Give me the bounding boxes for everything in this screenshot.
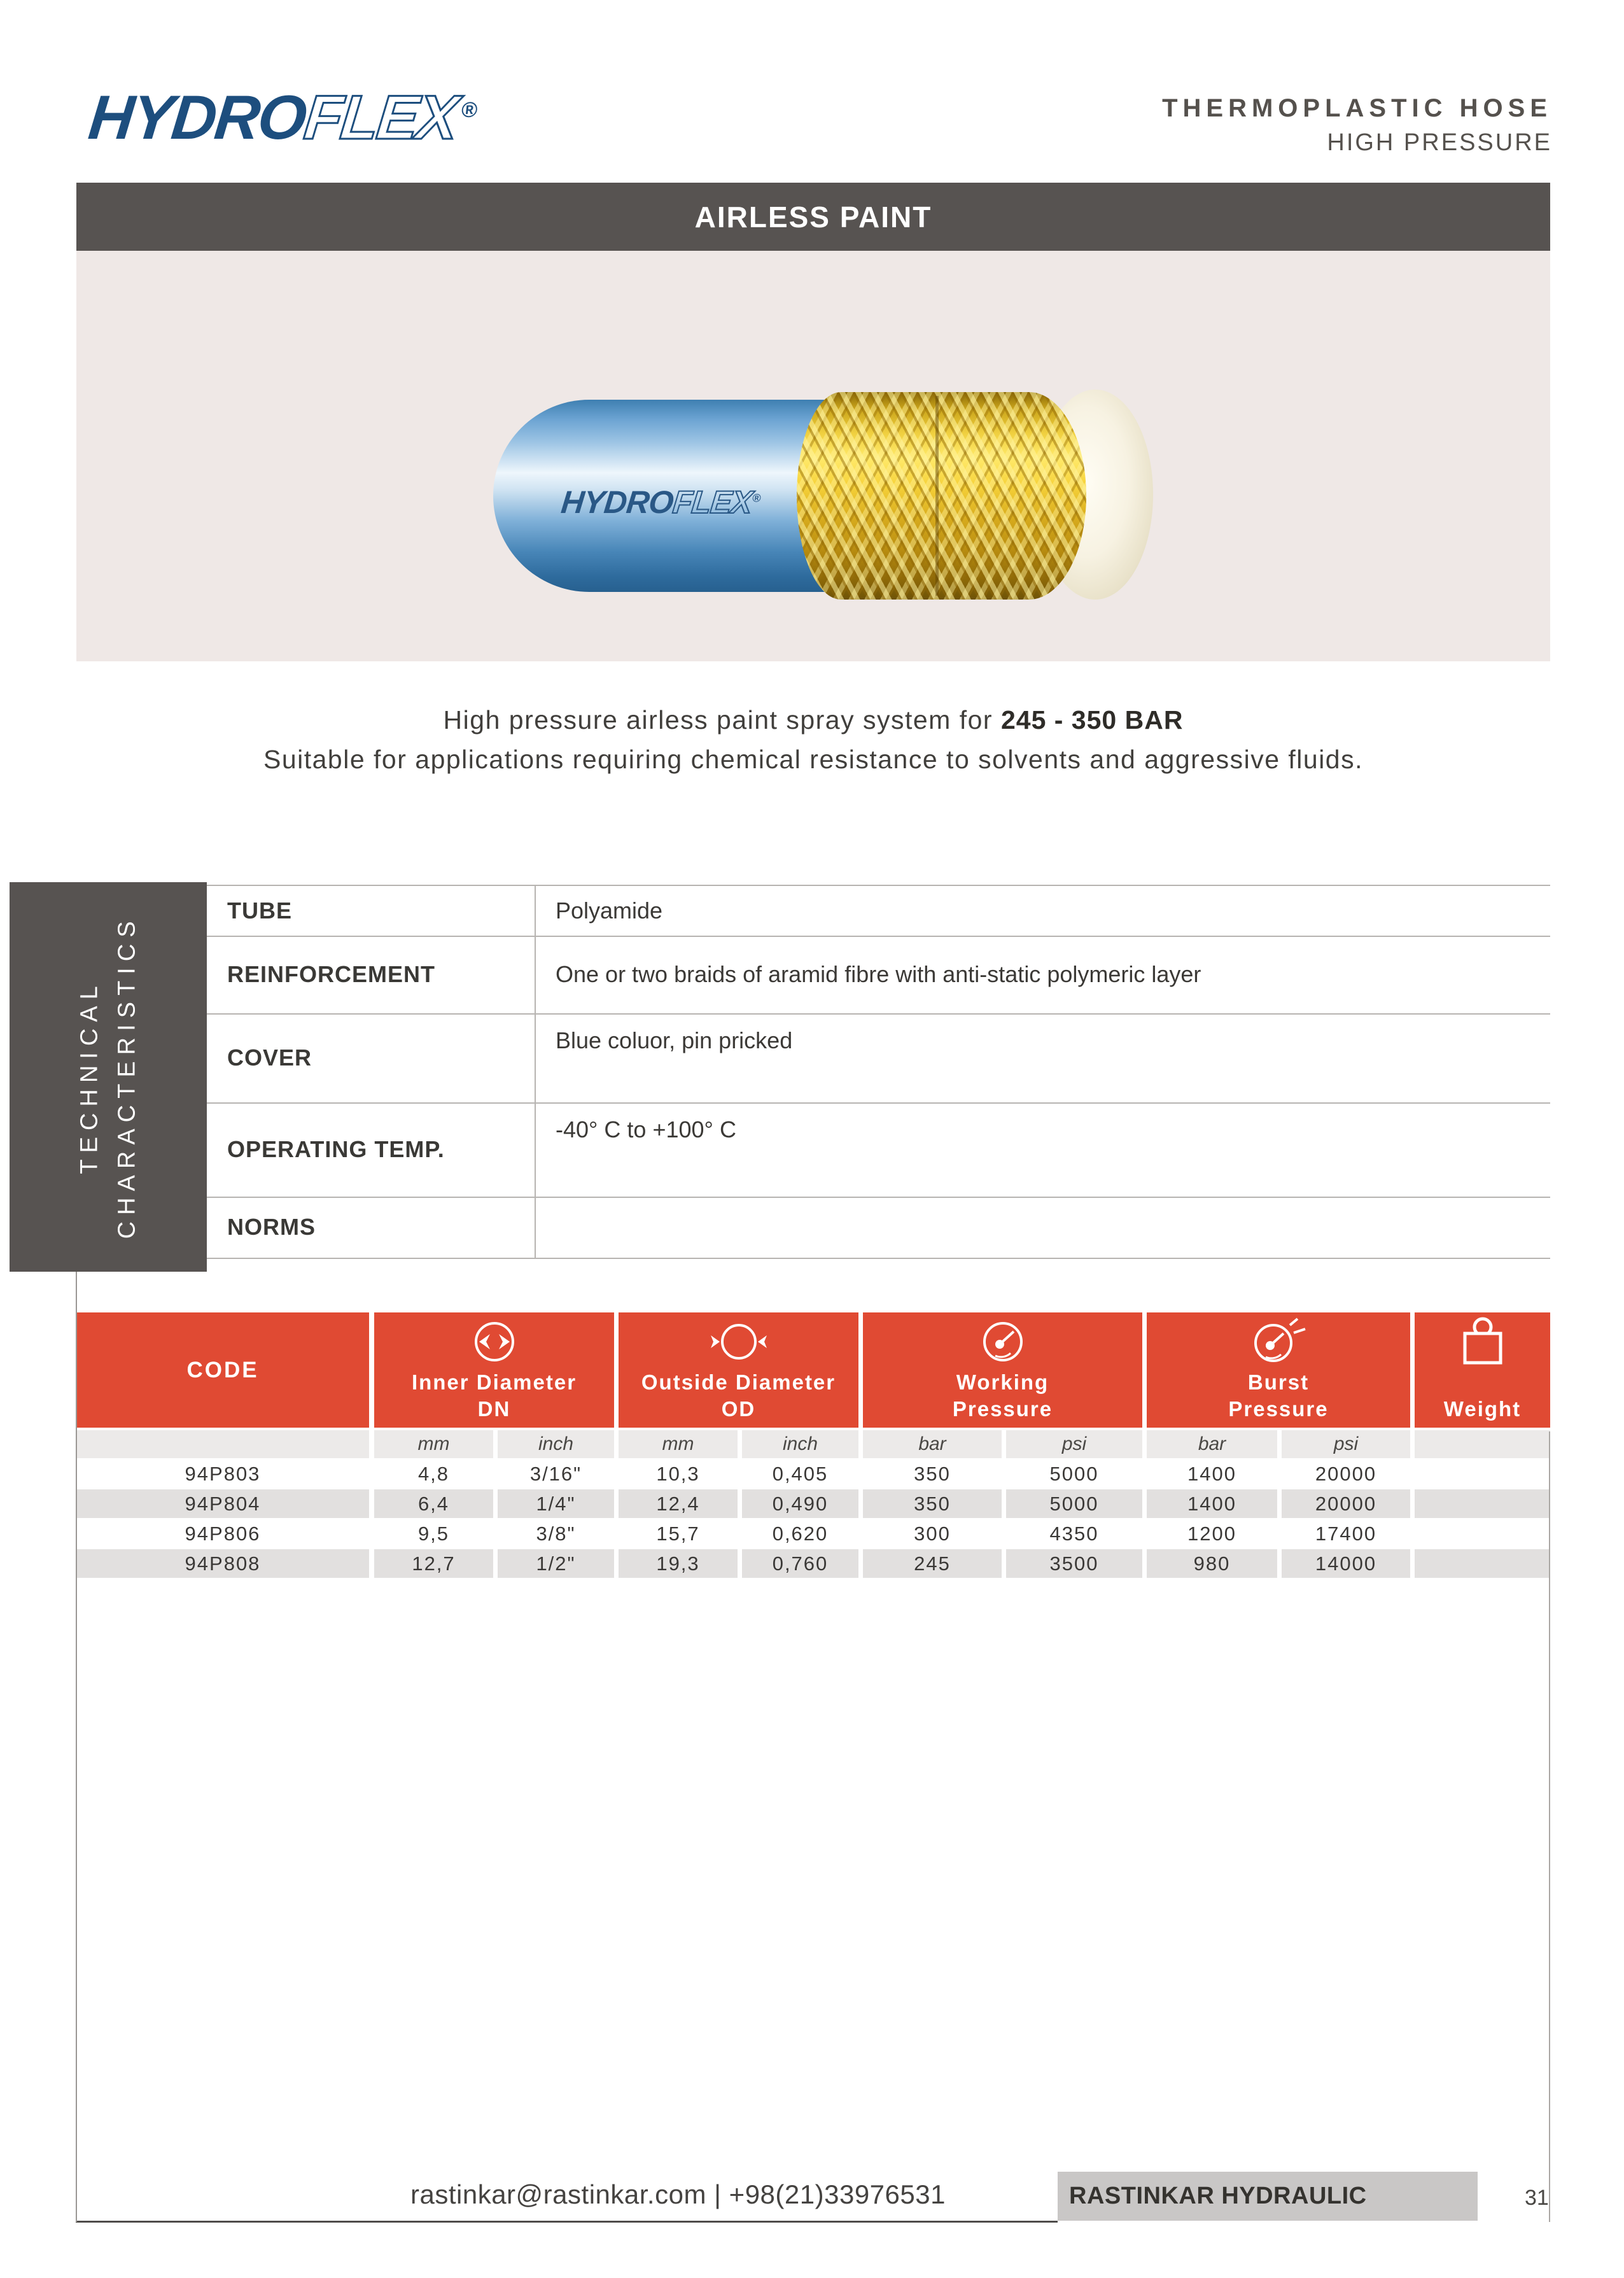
- subheader-bp-psi: psi: [1282, 1430, 1410, 1458]
- table-row: [207, 1197, 1550, 1258]
- subheader-dn-inch: inch: [498, 1430, 614, 1458]
- code-cell: 94P806: [185, 1522, 261, 1545]
- header-tagline: [1162, 94, 1552, 157]
- wp-psi-cell: 5000: [1049, 1463, 1099, 1485]
- left-margin-rule: [76, 1256, 77, 2222]
- weight-cell: [1415, 1459, 1550, 1488]
- table-row: [207, 886, 1550, 937]
- dn-inch-cell: 1/4": [498, 1489, 614, 1518]
- spec-header-code: CODE: [76, 1312, 369, 1428]
- outside-diameter-icon: [708, 1316, 769, 1367]
- hose-aramid-braid: [797, 392, 1086, 600]
- weight-cell: [1415, 1519, 1550, 1548]
- description-line1: High pressure airless paint spray system for 245 - 350 BAR: [443, 705, 1184, 735]
- dn-inch-cell: 1/2": [498, 1549, 614, 1578]
- working-pressure-gauge-icon: [976, 1316, 1030, 1367]
- od-mm-cell: 10,3: [656, 1463, 700, 1485]
- od-mm-cell: 15,7: [656, 1522, 700, 1545]
- od-inch-cell: 0,405: [772, 1463, 829, 1485]
- footer-company-box: [1058, 2172, 1478, 2221]
- wp-bar-cell: 350: [863, 1489, 1002, 1518]
- spec-header-burst-pressure: Burst Pressure: [1147, 1312, 1410, 1428]
- bp-psi-cell: 20000: [1282, 1489, 1410, 1518]
- subheader-wp-bar: bar: [863, 1430, 1002, 1458]
- tech-label-tube: TUBE: [227, 897, 292, 924]
- page-number: 31: [1525, 2186, 1549, 2210]
- table-row: [207, 1102, 1550, 1198]
- technical-table: [207, 885, 1550, 1259]
- code-cell: 94P803: [185, 1463, 261, 1485]
- subheader-bp-bar: bar: [1147, 1430, 1277, 1458]
- dn-mm-cell: 4,8: [417, 1463, 450, 1485]
- spec-header-inner-diameter: Inner Diameter DN: [374, 1312, 614, 1428]
- pressure-range: 245 - 350 BAR: [1000, 705, 1184, 735]
- wp-psi-cell: 4350: [1049, 1522, 1099, 1545]
- tagline-line1: THERMOPLASTIC HOSE: [1162, 94, 1552, 122]
- subheader-code-blank: [76, 1430, 369, 1458]
- tech-label-reinforcement: REINFORCEMENT: [227, 961, 435, 987]
- hose-braid-seam: [935, 396, 939, 596]
- dn-mm-cell: 6,4: [374, 1489, 493, 1518]
- brand-logo-flex: FLEX: [301, 82, 461, 152]
- weight-cell: [1415, 1549, 1550, 1578]
- od-mm-cell: 19,3: [619, 1549, 738, 1578]
- spec-header-outside-diameter: Outside Diameter OD: [619, 1312, 858, 1428]
- registered-mark: ®: [459, 98, 479, 123]
- spec-header-working-pressure: Working Pressure: [863, 1312, 1142, 1428]
- tech-value-cover: Blue coluor, pin pricked: [556, 1027, 793, 1053]
- wp-bar-cell: 350: [914, 1463, 951, 1485]
- bp-psi-cell: 20000: [1315, 1463, 1377, 1485]
- wp-bar-cell: 245: [863, 1549, 1002, 1578]
- footer-contact[interactable]: rastinkar@rastinkar.com | +98(21)33976531: [410, 2179, 946, 2209]
- dn-mm-cell: 9,5: [417, 1522, 450, 1545]
- footer-rule: [76, 2221, 1058, 2223]
- bp-psi-cell: 17400: [1315, 1522, 1377, 1545]
- od-inch-cell: 0,620: [772, 1522, 829, 1545]
- tech-label-operating-temp: OPERATING TEMP.: [227, 1136, 445, 1162]
- od-inch-cell: 0,760: [742, 1549, 858, 1578]
- code-cell: 94P808: [76, 1549, 369, 1578]
- right-margin-rule: [1549, 1431, 1550, 2222]
- tech-label-norms: NORMS: [227, 1214, 316, 1240]
- subheader-weight-blank: [1415, 1430, 1550, 1458]
- dn-mm-cell: 12,7: [374, 1549, 493, 1578]
- dn-inch-cell: 3/8": [536, 1522, 576, 1545]
- tagline-line2: HIGH PRESSURE: [1327, 129, 1552, 156]
- tech-table-divider: [535, 885, 536, 1258]
- bp-psi-cell: 14000: [1282, 1549, 1410, 1578]
- table-row: [207, 936, 1550, 1015]
- hose-printed-logo: HYDROFLEX®: [559, 484, 761, 520]
- bp-bar-cell: 1200: [1187, 1522, 1236, 1545]
- sidebar-vertical-label: TECHNICAL CHARACTERISTICS: [76, 915, 141, 1239]
- inner-diameter-icon: [468, 1316, 521, 1367]
- technical-characteristics-sidebar: [10, 882, 207, 1272]
- subheader-od-inch: inch: [742, 1430, 858, 1458]
- od-mm-cell: 12,4: [619, 1489, 738, 1518]
- description-line2: Suitable for applications requiring chemical resistance to solvents and aggressive fluids.: [263, 745, 1363, 774]
- bp-bar-cell: 1400: [1147, 1489, 1277, 1518]
- spec-header-weight: Weight: [1415, 1312, 1550, 1428]
- page-title: AIRLESS PAINT: [76, 183, 1550, 251]
- tech-value-reinforcement: One or two braids of aramid fibre with anti-static polymeric layer: [556, 961, 1201, 987]
- burst-pressure-gauge-icon: [1247, 1316, 1310, 1367]
- bp-bar-cell: 980: [1147, 1549, 1277, 1578]
- footer-company-name: RASTINKAR HYDRAULIC: [1069, 2183, 1367, 2209]
- bp-bar-cell: 1400: [1187, 1463, 1236, 1485]
- subheader-dn-mm: mm: [374, 1430, 493, 1458]
- weight-icon: [1456, 1316, 1509, 1367]
- wp-bar-cell: 300: [914, 1522, 951, 1545]
- tech-value-tube: Polyamide: [556, 897, 663, 924]
- wp-psi-cell: 3500: [1006, 1549, 1142, 1578]
- code-cell: 94P804: [76, 1489, 369, 1518]
- dn-inch-cell: 3/16": [529, 1463, 582, 1485]
- tech-value-operating-temp: -40° C to +100° C: [556, 1116, 736, 1143]
- od-inch-cell: 0,490: [742, 1489, 858, 1518]
- tech-label-cover: COVER: [227, 1044, 312, 1071]
- subheader-wp-psi: psi: [1006, 1430, 1142, 1458]
- wp-psi-cell: 5000: [1006, 1489, 1142, 1518]
- subheader-od-mm: mm: [619, 1430, 738, 1458]
- weight-cell: [1415, 1489, 1550, 1518]
- table-row: [207, 1013, 1550, 1104]
- brand-logo: [85, 81, 480, 153]
- brand-logo-hydro: HYDRO: [85, 82, 309, 152]
